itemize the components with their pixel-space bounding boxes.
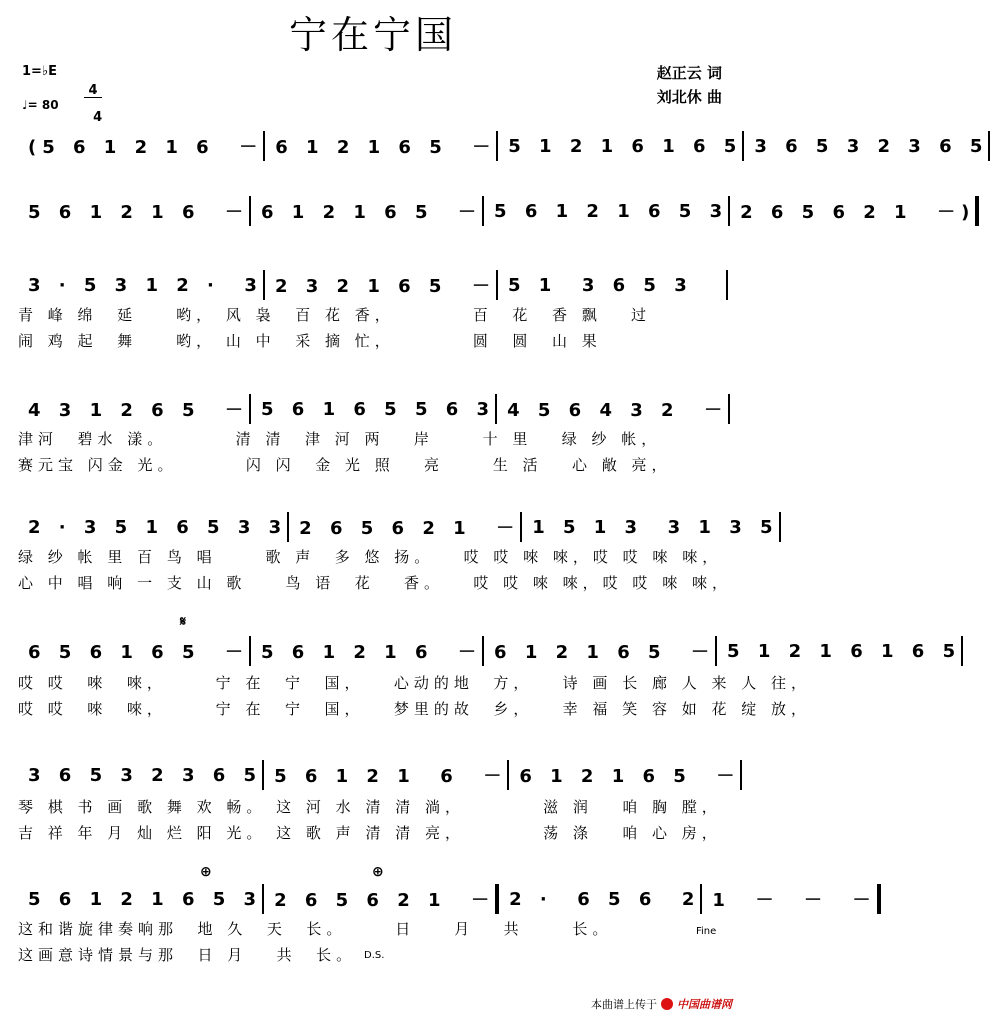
measure: 6 1 2 1 6 5 － <box>494 642 716 663</box>
final-barline <box>877 884 881 914</box>
measure: 4 5 6 4 3 2 － <box>507 400 729 421</box>
measure: 5 6 1 2 1 6 5 3 <box>494 200 729 222</box>
source-footer <box>591 996 732 1012</box>
time-sig-top: 4 <box>84 84 102 98</box>
measure: (5 6 1 2 1 6 － <box>28 137 264 158</box>
time-sig-bottom: 4 <box>93 110 103 125</box>
measure: 5 6 1 2 1 6 － <box>274 766 508 787</box>
staff-row <box>18 131 989 161</box>
staff-row <box>18 884 877 914</box>
measure: 6 1 2 1 6 5 － <box>519 766 741 787</box>
lyric-line: 这和谐旋律奏响那 地 久 天 长。 日 月 共 长。 <box>18 920 613 938</box>
measure: 5 6 1 2 1 6 5 3 <box>28 888 263 910</box>
lyric-line: 哎 哎 唻 唻， 宁 在 宁 国， 心动的地 方， 诗 画 长 廊 人 来 人 往， <box>18 674 812 692</box>
footer-prefix: 本曲谱上传于 <box>591 998 657 1011</box>
staff-row <box>18 636 962 666</box>
barline <box>740 760 742 790</box>
measure: 2 · 3 5 1 6 5 3 3 <box>28 516 288 538</box>
tempo-marking: ♩= 80 <box>22 98 59 112</box>
barline <box>726 270 728 300</box>
measure: 1 － － － <box>712 890 877 911</box>
measure: 5 6 1 2 1 6 － <box>261 642 483 663</box>
measure: 5 1 2 1 6 1 6 5 <box>508 135 743 157</box>
coda-icon: ⊕ <box>372 864 384 880</box>
measure: 1 5 1 3 3 1 3 5 <box>532 516 779 538</box>
measure: 2 6 5 6 2 1 －) <box>740 202 976 223</box>
barline <box>779 512 781 542</box>
lyric-line: 津河 碧水 漾。 清 清 津 河 两 岸 十 里 绿 纱 帐， <box>18 430 662 448</box>
key-signature: 1=♭E <box>22 64 57 79</box>
footer-site-link[interactable]: 中国曲谱网 <box>677 998 732 1011</box>
measure: 4 3 1 2 6 5 － <box>28 400 250 421</box>
coda-icon: ⊕ <box>200 864 212 880</box>
lyric-line: 闹 鸡 起 舞 哟， 山 中 采 摘 忙， 圆 圆 山 果 <box>18 332 602 350</box>
lyric-line: 青 峰 绵 延 哟， 风 袅 百 花 香， 百 花 香 飘 过 <box>18 306 652 324</box>
staff-row <box>18 196 976 226</box>
measure: 5 1 3 6 5 3 <box>507 274 693 296</box>
measure: 6 1 2 1 6 5 － <box>275 137 497 158</box>
measure: 2 6 5 6 2 1 － <box>299 518 521 539</box>
measure: 5 1 2 1 6 1 6 5 <box>727 640 962 662</box>
lyricist-credit: 赵正云 词 <box>656 64 722 82</box>
ds-marking: D.S. <box>364 950 385 961</box>
measure: 3 6 5 3 2 3 6 5 <box>754 135 989 157</box>
measure: 5 6 1 2 1 6 － <box>28 202 250 223</box>
measure: 3 · 5 3 1 2 · 3 <box>28 274 263 296</box>
staff-row <box>18 394 728 424</box>
lyric-line: 心 中 唱 响 一 支 山 歌 鸟 语 花 香。 哎 哎 唻 唻，哎 哎 唻 唻， <box>18 574 732 592</box>
segno-icon: 𝄋 <box>180 614 187 630</box>
fine-marking: Fine <box>696 926 717 937</box>
staff-row <box>18 270 728 300</box>
barline <box>728 394 730 424</box>
site-logo-icon <box>661 998 673 1010</box>
double-barline <box>975 196 979 226</box>
lyric-line: 吉 祥 年 月 灿 烂 阳 光。 这 歌 声 清 清 亮， 荡 涤 咱 心 房， <box>18 824 722 842</box>
lyric-line: 哎 哎 唻 唻， 宁 在 宁 国， 梦里的故 乡， 幸 福 笑 容 如 花 绽 放， <box>18 700 812 718</box>
measure: 6 1 2 1 6 5 － <box>261 202 483 223</box>
lyric-line: 绿 纱 帐 里 百 鸟 唱 歌 声 多 悠 扬。 哎 哎 唻 唻，哎 哎 唻 唻， <box>18 548 723 566</box>
measure: 3 6 5 3 2 3 6 5 <box>28 764 263 786</box>
staff-row <box>18 760 741 790</box>
measure: 2 6 5 6 2 1 － <box>274 890 496 911</box>
lyric-line: 琴 棋 书 画 歌 舞 欢 畅。 这 河 水 清 清 淌， 滋 润 咱 胸 膛， <box>18 798 722 816</box>
composer-credit: 刘北休 曲 <box>656 88 722 106</box>
song-title: 宁在宁国 <box>288 13 457 57</box>
measure: 5 6 1 6 5 5 6 3 <box>261 398 496 420</box>
measure: 2 · 6 5 6 2 <box>509 888 701 910</box>
measure: 6 5 6 1 6 5 － <box>28 642 250 663</box>
lyric-line: 这画意诗情景与那 日 月 共 长。 <box>18 946 357 964</box>
lyric-line: 赛元宝 闪金 光。 闪 闪 金 光 照 亮 生 活 心 敞 亮， <box>18 456 672 474</box>
time-signature <box>84 58 102 124</box>
barline <box>961 636 963 666</box>
measure: 2 3 2 1 6 5 － <box>274 276 496 297</box>
staff-row <box>18 512 779 542</box>
